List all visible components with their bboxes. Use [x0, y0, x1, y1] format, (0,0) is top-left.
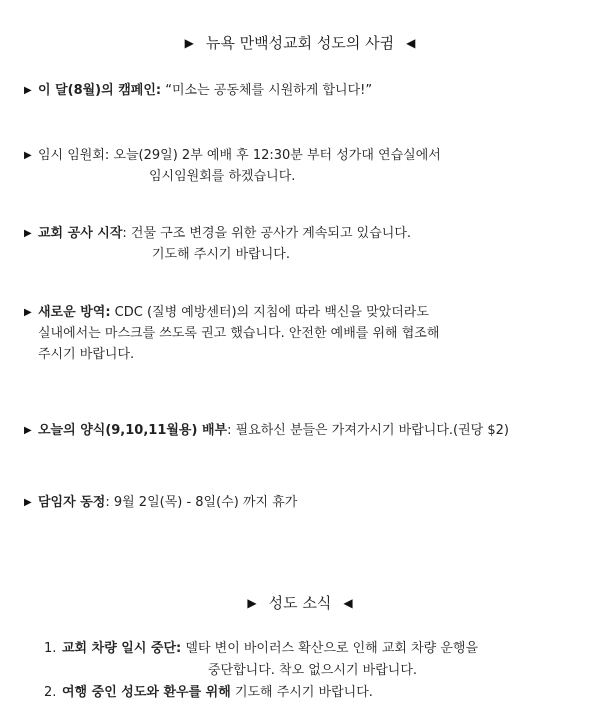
notice-text: CDC (질병 예방센터)의 지침에 따라 백신을 맞았더라도 [110, 305, 429, 320]
page-title [0, 32, 600, 53]
news-item-prayer [44, 682, 584, 704]
notice-campaign [24, 80, 584, 101]
notice-label: 오늘의 양식(9,10,11월용) 배부 [38, 423, 228, 438]
news-label: 교회 차량 일시 중단: [62, 641, 182, 656]
news-section-title [0, 592, 600, 613]
news-label: 여행 중인 성도와 환우를 위해 [62, 685, 231, 700]
notice-label: 담임자 동정 [38, 495, 106, 510]
news-item-vehicle [44, 638, 584, 682]
news-text: 델타 변이 바이러스 확산으로 인해 교회 차량 운행을 [181, 641, 479, 656]
play-right-icon: ▶ [184, 35, 194, 50]
bullet-icon: ▶ [24, 425, 32, 436]
notice-text: : 건물 구조 변경을 위한 공사가 계속되고 있습니다. [122, 226, 412, 241]
notice-text: 오늘(29일) 2부 예배 후 12:30분 부터 성가대 연습실에서 [109, 148, 441, 163]
news-text: 기도해 주시기 바랍니다. [230, 685, 373, 700]
bullet-icon: ▶ [24, 85, 32, 96]
notice-text-continued: 기도해 주시기 바랍니다. [152, 247, 290, 262]
notice-daily-bread [24, 420, 584, 441]
notice-text-continued: 실내에서는 마스크를 쓰도록 권고 했습니다. 안전한 예배를 위해 협조해 [38, 326, 440, 341]
notice-text-continued: 임시임원회를 하겠습니다. [149, 169, 296, 184]
notice-pastor-schedule [24, 492, 584, 513]
page-title-text: 뉴욕 만백성교회 성도의 사귐 [205, 34, 395, 52]
notice-label: 교회 공사 시작 [38, 226, 123, 241]
play-left-icon: ◀ [406, 35, 416, 50]
news-number: 2. [44, 685, 57, 700]
notice-label: 이 달(8월)의 캠페인: [38, 83, 162, 98]
play-right-icon: ▶ [247, 595, 257, 610]
notice-text: : 9월 2일(목) - 8일(수) 까지 휴가 [105, 495, 298, 510]
notice-text-continued: 주시기 바랍니다. [38, 347, 135, 362]
notice-label: 새로운 방역: [38, 305, 111, 320]
notice-construction [24, 223, 584, 265]
notice-label: 임시 임원회: [38, 148, 110, 163]
notice-text: : 필요하신 분들은 가져가시기 바랍니다.(권당 $2) [227, 423, 509, 438]
news-number: 1. [44, 641, 57, 656]
notice-board-meeting [24, 145, 584, 187]
bullet-icon: ▶ [24, 228, 32, 239]
notice-quarantine [24, 302, 584, 365]
play-left-icon: ◀ [343, 595, 353, 610]
news-text-continued: 중단합니다. 착오 없으시기 바랍니다. [208, 663, 418, 678]
notice-text: “미소는 공동체를 시원하게 합니다!” [161, 83, 373, 98]
bullet-icon: ▶ [24, 150, 32, 161]
bullet-icon: ▶ [24, 307, 32, 318]
news-section-title-text: 성도 소식 [268, 594, 332, 612]
bullet-icon: ▶ [24, 497, 32, 508]
